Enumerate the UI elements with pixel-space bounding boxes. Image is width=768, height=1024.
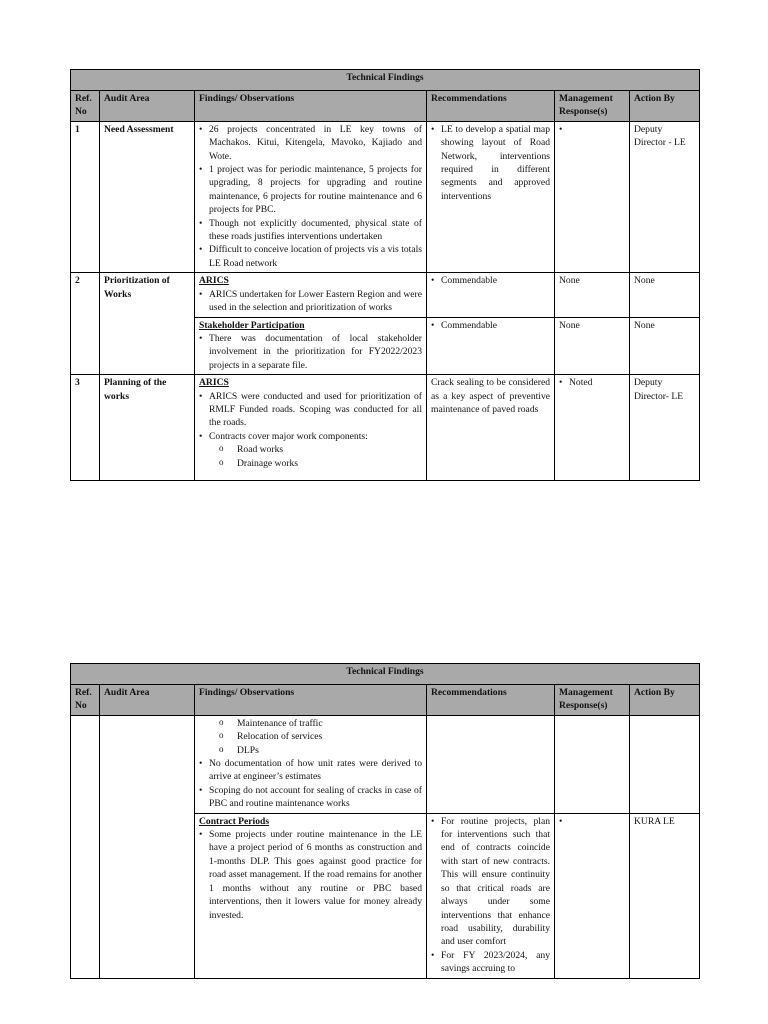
table-row: [71, 375, 700, 481]
recommendation-cell: [427, 813, 555, 978]
action-by-cell: KURA LE: [630, 813, 700, 978]
list-item: • ARICS undertaken for Lower Eastern Region and were used in the selection and prioritization of works: [199, 288, 422, 315]
technical-findings-table-2: [70, 663, 700, 979]
list-item: o Road works: [219, 443, 422, 456]
findings-cell: [195, 121, 427, 272]
list-item: • Some projects under routine maintenance in the LE have a project period of 6 months as construction and 1-months DLP. This goes against good practice for road asset management. If the road remains for another 1 months without any routine or PBC based interventions, then it lowers value for money already invested.: [199, 828, 422, 922]
header-findings: Findings/ Observations: [195, 91, 427, 122]
header-recommendations: Recommendations: [427, 685, 555, 716]
header-management-response: Management Response(s): [555, 91, 630, 122]
recommendation-cell: [427, 121, 555, 272]
header-recommendations: Recommendations: [427, 91, 555, 122]
section-heading: Stakeholder Participation: [199, 319, 305, 331]
audit-area-cell: Need Assessment: [100, 121, 195, 272]
management-response-cell: None: [555, 317, 630, 375]
table-title: Technical Findings: [71, 664, 700, 685]
list-item: • Scoping do not account for sealing of cracks in case of PBC and routine maintenance works: [199, 784, 422, 811]
list-item: • ARICS were conducted and used for prioritization of RMLF Funded roads. Scoping was conducted for all the roads.: [199, 390, 422, 430]
action-by-cell: None: [630, 273, 700, 317]
findings-cell: [195, 813, 427, 978]
management-response-cell: [555, 715, 630, 813]
list-item: • 26 projects concentrated in LE key towns of Machakos. Kitui, Kitengela, Mavoko, Kajiado and Wote.: [199, 123, 422, 163]
management-response-cell: [555, 375, 630, 481]
header-management-response: Management Response(s): [555, 685, 630, 716]
header-ref-no: Ref. No: [71, 91, 100, 122]
audit-area-cell: Planning of the works: [100, 375, 195, 481]
recommendation-cell: [427, 273, 555, 317]
header-audit-area: Audit Area: [100, 91, 195, 122]
list-item: • No documentation of how unit rates were derived to arrive at engineer’s estimates: [199, 757, 422, 784]
findings-cell: [195, 273, 427, 317]
section-heading: Contract Periods: [199, 815, 270, 827]
header-findings: Findings/ Observations: [195, 685, 427, 716]
list-item: o DLPs: [219, 744, 422, 757]
table-header-row: [71, 685, 700, 716]
findings-list: [199, 828, 422, 922]
findings-cell: [195, 317, 427, 375]
technical-findings-table-1: [70, 69, 700, 481]
ref-no-cell: 2: [71, 273, 100, 375]
header-ref-no: Ref. No: [71, 685, 100, 716]
list-item: • Though not explicitly documented, physical state of these roads justifies interventions undertaken: [199, 217, 422, 244]
list-item: • Commendable: [431, 319, 550, 332]
table-row: [71, 121, 700, 272]
recommendations-list: [431, 815, 550, 976]
management-response-cell: None: [555, 273, 630, 317]
list-item: o Maintenance of traffic: [219, 717, 422, 730]
findings-cell: [195, 715, 427, 813]
recommendation-cell: Crack sealing to be considered as a key aspect of preventive maintenance of paved roads: [427, 375, 555, 481]
section-heading: ARICS: [199, 377, 229, 389]
action-by-cell: None: [630, 317, 700, 375]
list-item: • 1 project was for periodic maintenance, 5 projects for upgrading, 8 projects for upgrading and routine maintenance, 6 projects for routine maintenance and 6 projects for PBC.: [199, 163, 422, 217]
list-item: • Commendable: [431, 274, 550, 287]
ref-no-cell: 1: [71, 121, 100, 272]
findings-list: [199, 390, 422, 444]
list-item: • Difficult to conceive location of projects vis a vis totals LE Road network: [199, 243, 422, 270]
recommendation-cell: [427, 715, 555, 813]
audit-area-cell: Prioritization of Works: [100, 273, 195, 375]
management-response-cell: [555, 813, 630, 978]
list-item: • For FY 2023/2024, any savings accruing to: [431, 949, 550, 976]
section-heading: ARICS: [199, 275, 229, 287]
table-title-row: [71, 664, 700, 685]
findings-list: [199, 757, 422, 811]
list-item: • There was documentation of local stakeholder involvement in the prioritization for FY2022/2023 projects in a separate file.: [199, 332, 422, 372]
table-row: [71, 273, 700, 317]
findings-list: [199, 288, 422, 315]
table-title: Technical Findings: [71, 70, 700, 91]
list-item: • Noted: [559, 376, 625, 389]
table-header-row: [71, 91, 700, 122]
list-item: o Drainage works: [219, 457, 422, 470]
list-item: • For routine projects, plan for interventions such that end of contracts coincide with start of new contracts. This will ensure continuity so that critical roads are always under some interventions that enhance road usability, durability and user comfort: [431, 815, 550, 949]
management-response-cell: [555, 121, 630, 272]
table-title-row: [71, 70, 700, 91]
findings-cell: [195, 375, 427, 481]
header-action-by: Action By: [630, 685, 700, 716]
ref-no-cell: [71, 715, 100, 978]
list-item: • Contracts cover major work components:: [199, 430, 422, 443]
sub-list: [199, 443, 422, 470]
list-item: • LE to develop a spatial map showing layout of Road Network, interventions required in different segments and approved interventions: [431, 123, 550, 203]
action-by-cell: Deputy Director - LE: [630, 121, 700, 272]
list-item: o Relocation of services: [219, 730, 422, 743]
header-action-by: Action By: [630, 91, 700, 122]
audit-area-cell: [100, 715, 195, 978]
recommendation-cell: [427, 317, 555, 375]
findings-list: [199, 123, 422, 270]
header-audit-area: Audit Area: [100, 685, 195, 716]
sub-list: [199, 717, 422, 757]
action-by-cell: Deputy Director- LE: [630, 375, 700, 481]
findings-list: [199, 332, 422, 372]
action-by-cell: [630, 715, 700, 813]
ref-no-cell: 3: [71, 375, 100, 481]
table-row: [71, 715, 700, 813]
